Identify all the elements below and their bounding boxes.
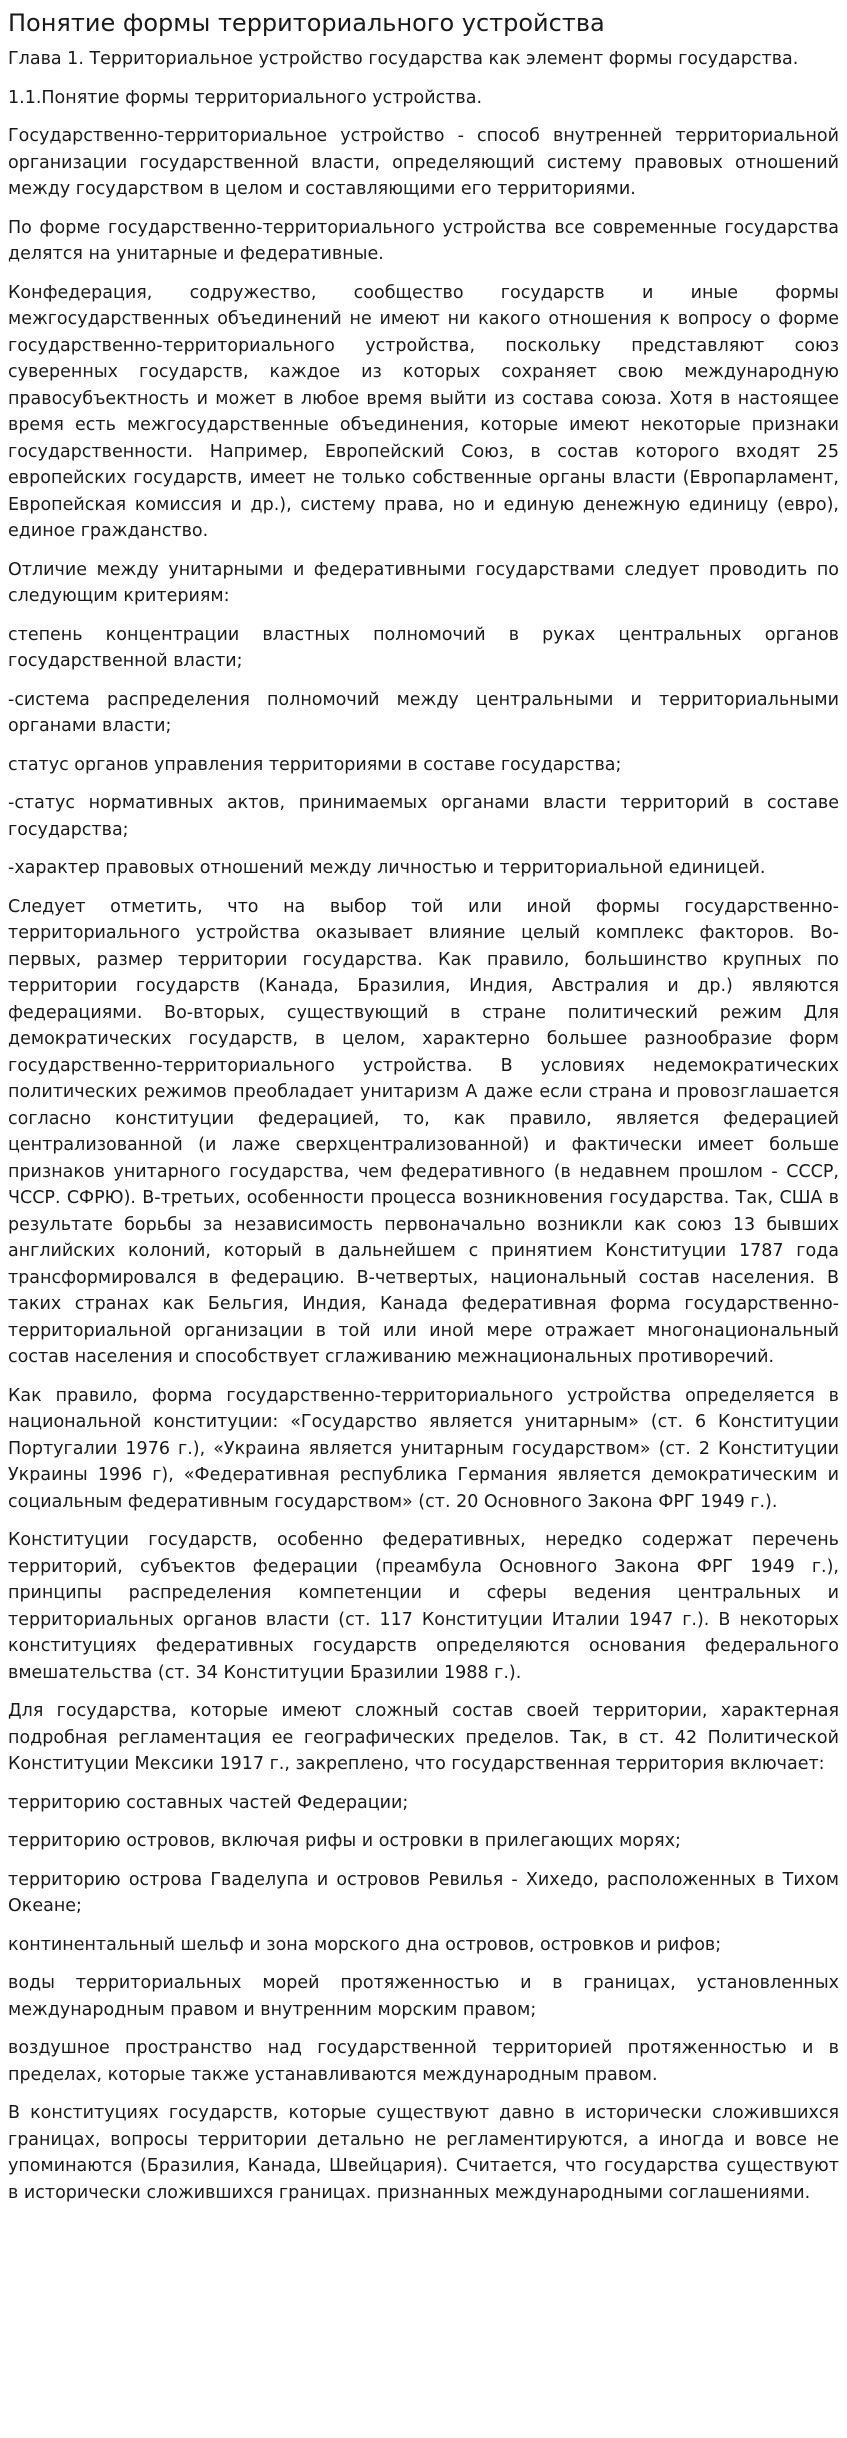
paragraph-historical-borders: В конституциях государств, которые существуют давно в исторически сложившихся границах, вопросы территории детально не регламентируются, а иногда и вовсе не упоминаются (Бразилия, Канада, Швейцария). Считается, что государства существуют в исторически сложившихся границах. признанных международными соглашениями. — [8, 2103, 839, 2203]
territory-item: территорию составных частей Федерации; — [8, 1792, 409, 1813]
paragraph-territory-regulation: Для государства, которые имеют сложный состав своей территории, характерная подробная регламентация ее географических пределов. Так, в ст. 42 Политической Конституции Мексики 1917 г., закреплено, что государственная территория включает: — [8, 1701, 839, 1774]
chapter-heading: Глава 1. Территориальное устройство государства как элемент формы государства. — [8, 49, 799, 69]
territory-item: территорию острова Гваделупа и островов Ревилья - Хихедо, расположенных в Тихом Океане; — [8, 1869, 839, 1916]
paragraph-constitutions: Как правило, форма государственно-территориального устройства определяется в национальной конституции: «Государство является унитарным» (ст. 6 Конституции Португалии 1976 г.), «Украина является унитарным государством» (ст. 2 Конституции Украины 1996 г), «Федеративная республика Германия является демократическим и социальным федеративным государством» (ст. 20 Основного Закона ФРГ 1949 г.). — [8, 1385, 839, 1512]
territory-item: воды территориальных морей протяженностью и в границах, установленных международным правом и внутренним морским правом; — [8, 1973, 839, 2020]
criteria-item: -статус нормативных актов, принимаемых органами власти территорий в составе государства; — [8, 793, 839, 840]
territory-item: территорию островов, включая рифы и островки в прилегающих морях; — [8, 1831, 681, 1851]
paragraph-criteria-intro: Отличие между унитарными и федеративными государствами следует проводить по следующим критериям: — [8, 559, 839, 606]
territory-item: континентальный шельф и зона морского дна островов, островков и рифов; — [8, 1934, 722, 1955]
section-heading: 1.1.Понятие формы территориального устройства. — [8, 87, 483, 108]
paragraph-classification: По форме государственно-территориального устройства все современные государства делятся на унитарные и федеративные. — [8, 217, 839, 264]
criteria-item: -характер правовых отношений между личностью и территориальной единицей. — [8, 858, 766, 878]
criteria-item: -система распределения полномочий между центральными и территориальными органами власти; — [8, 689, 839, 736]
paragraph-definition: Государственно-территориальное устройство - способ внутренней территориальной организации государственной власти, определяющий систему правовых отношений между государством в целом и составляющими его территориями. — [8, 126, 839, 199]
page-title: Понятие формы территориального устройства — [8, 9, 605, 37]
criteria-item: статус органов управления территориями в составе государства; — [8, 754, 622, 775]
paragraph-factors: Следует отметить, что на выбор той или иной формы государственно-территориального устройства оказывает влияние целый комплекс факторов. Во-первых, размер территории государства. Как правило, большинство крупных по территории государств (Канада, Бразилия, Индия, Австралия и др.) являются федерациями. Во-вторых, существующий в стране политический режим Для демократических государств, в целом, характерно большее разнообразие форм государственно-территориального устройства. В условиях недемократических политических режимов преобладает унитаризм А даже если страна и провозглашается согласно конституции федерацией, то, как правило, является федерацией централизованной (и лаже сверхцентрализованной) и фактически имеет больше признаков унитарного государства, чем федеративного (в недавнем прошлом - СССР, ЧССР. СФРЮ). В-третьих, особенности процесса возникновения государства. Так, США в результате борьбы за независимость первоначально возникли как союз 13 бывших английских колоний, который в дальнейшем с принятием Конституции 1787 года трансформировался в федерацию. В-четвертых, национальный состав населения. В таких странах как Бельгия, Индия, Канада федеративная форма государственно-территориальной организации в той или иной мере отражает многонациональный состав населения и способствует сглаживанию межнациональных противоречий. — [8, 896, 839, 1367]
territory-item: воздушное пространство над государственной территорией протяженностью и в пределах, которые также устанавливаются международным правом. — [8, 2038, 839, 2085]
paragraph-federal-constitutions: Конституции государств, особенно федеративных, нередко содержат перечень территорий, субъектов федерации (преамбула Основного Закона ФРГ 1949 г.), принципы распределения компетенции и сферы ведения центральных и территориальных органов власти (ст. 117 Конституции Италии 1947 г.). В некоторых конституциях федеративных государств определяются основания федерального вмешательства (ст. 34 Конституции Бразилии 1988 г.). — [8, 1530, 839, 1683]
criteria-item: степень концентрации властных полномочий в руках центральных органов государственной власти; — [8, 624, 839, 671]
paragraph-confederation: Конфедерация, содружество, сообщество государств и иные формы межгосударственных объединений не имеют ни какого отношения к вопросу о форме государственно-территориального устройства, поскольку представляют союз суверенных государств, каждое из которых сохраняет свою международную правосубъектность и может в любое время выйти из состава союза. Хотя в настоящее время есть межгосударственные объединения, которые имеют некоторые признаки государственности. Например, Европейский Союз, в состав которого входят 25 европейских государств, имеет не только собственные органы власти (Европарламент, Европейская комиссия и др.), систему права, но и единую денежную единицу (евро), единое гражданство. — [8, 282, 839, 541]
